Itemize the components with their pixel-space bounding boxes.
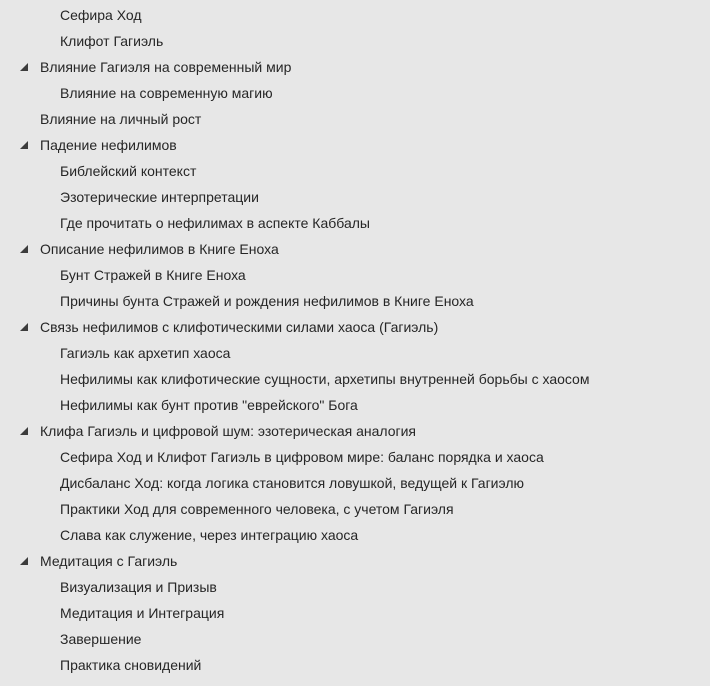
outline-item-label: Практика сновидений <box>60 657 202 673</box>
outline-item-label: Нефилимы как клифотические сущности, архетипы внутренней борьбы с хаосом <box>60 371 590 387</box>
outline-item-label: Влияние на личный рост <box>40 111 202 127</box>
outline-subheading[interactable] <box>0 652 710 678</box>
outline-subheading[interactable] <box>0 626 710 652</box>
collapse-triangle-icon[interactable] <box>20 63 28 71</box>
outline-subheading[interactable] <box>0 496 710 522</box>
outline-item-label: Медитация с Гагиэль <box>40 553 178 569</box>
outline-subheading[interactable] <box>0 366 710 392</box>
outline-heading[interactable] <box>0 418 710 444</box>
collapse-triangle-icon[interactable] <box>20 141 28 149</box>
outline-heading[interactable] <box>0 54 710 80</box>
outline-item-label: Слава как служение, через интеграцию хаоса <box>60 527 359 543</box>
outline-subheading[interactable] <box>0 340 710 366</box>
outline-item-label: Эзотерические интерпретации <box>60 189 259 205</box>
outline-item-label: Связь нефилимов с клифотическими силами хаоса (Гагиэль) <box>40 319 439 335</box>
outline-subheading[interactable] <box>0 2 710 28</box>
outline-item-label: Клифот Гагиэль <box>60 33 164 49</box>
collapse-triangle-icon[interactable] <box>20 245 28 253</box>
outline-item-label: Причины бунта Стражей и рождения нефилимов в Книге Еноха <box>60 293 474 309</box>
outline-heading[interactable] <box>0 236 710 262</box>
outline-subheading[interactable] <box>0 522 710 548</box>
outline-item-label: Сефира Ход и Клифот Гагиэль в цифровом мире: баланс порядка и хаоса <box>60 449 544 465</box>
outline-item-label: Завершение <box>60 631 142 647</box>
outline-item-label: Библейский контекст <box>60 163 197 179</box>
outline-heading[interactable] <box>0 314 710 340</box>
outline-item-label: Гагиэль как архетип хаоса <box>60 345 231 361</box>
outline-item-label: Медитация и Интеграция <box>60 605 225 621</box>
outline-heading[interactable] <box>0 548 710 574</box>
outline-item-label: Практики Ход для современного человека, с учетом Гагиэля <box>60 501 454 517</box>
outline-heading[interactable] <box>0 106 710 132</box>
outline-item-label: Описание нефилимов в Книге Еноха <box>40 241 279 257</box>
outline-item-label: Бунт Стражей в Книге Еноха <box>60 267 246 283</box>
collapse-triangle-icon[interactable] <box>20 323 28 331</box>
outline-subheading[interactable] <box>0 288 710 314</box>
collapse-triangle-icon[interactable] <box>20 557 28 565</box>
outline-subheading[interactable] <box>0 158 710 184</box>
outline-subheading[interactable] <box>0 262 710 288</box>
outline-item-label: Визуализация и Призыв <box>60 579 217 595</box>
outline-subheading[interactable] <box>0 184 710 210</box>
outline-item-label: Клифа Гагиэль и цифровой шум: эзотерическая аналогия <box>40 423 416 439</box>
outline-item-label: Сефира Ход <box>60 7 142 23</box>
outline-subheading[interactable] <box>0 600 710 626</box>
outline-subheading[interactable] <box>0 28 710 54</box>
outline-item-label: Где прочитать о нефилимах в аспекте Каббалы <box>60 215 370 231</box>
outline-subheading[interactable] <box>0 470 710 496</box>
outline-heading[interactable] <box>0 132 710 158</box>
outline-item-label: Нефилимы как бунт против "еврейского" Бога <box>60 397 358 413</box>
outline-item-label: Падение нефилимов <box>40 137 177 153</box>
outline-subheading[interactable] <box>0 574 710 600</box>
outline-item-label: Дисбаланс Ход: когда логика становится ловушкой, ведущей к Гагиэлю <box>60 475 525 491</box>
collapse-triangle-icon[interactable] <box>20 427 28 435</box>
outline-item-label: Влияние Гагиэля на современный мир <box>40 59 292 75</box>
outline-item-label: Влияние на современную магию <box>60 85 273 101</box>
outline-subheading[interactable] <box>0 80 710 106</box>
outline-subheading[interactable] <box>0 392 710 418</box>
outline-subheading[interactable] <box>0 210 710 236</box>
outline-subheading[interactable] <box>0 444 710 470</box>
